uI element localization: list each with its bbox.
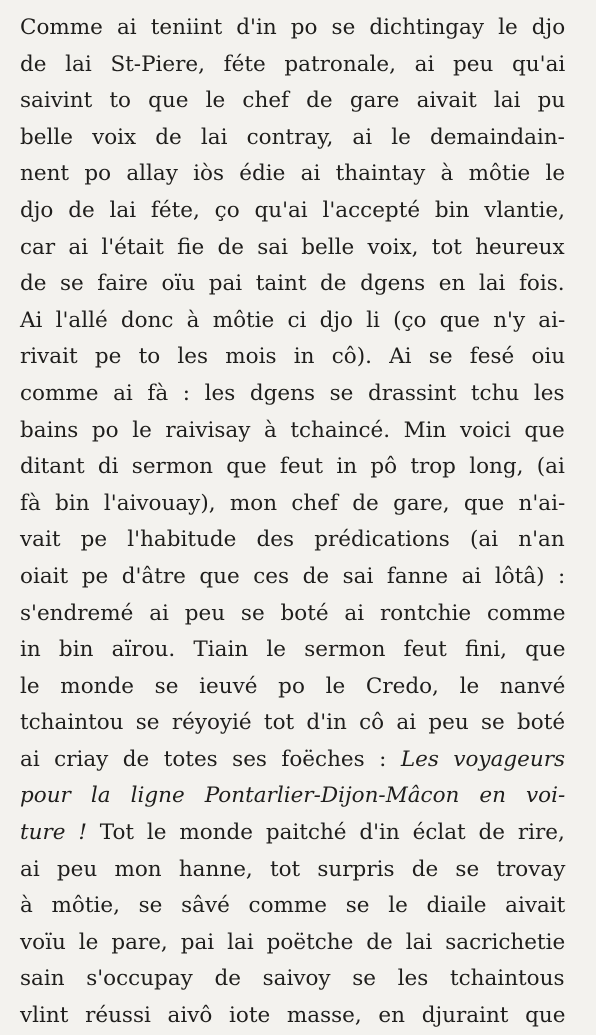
text-line: [20, 596, 565, 633]
text-line: [20, 961, 565, 998]
text-line: [20, 522, 565, 559]
text-segment: ai criay de totes ses foëches :: [20, 746, 401, 772]
text-segment: ditant di sermon que feut in pô trop long, (ai: [20, 454, 565, 480]
text-segment: voïu le pare, pai lai poëtche de lai sacrichetie: [20, 929, 566, 955]
text-line: [20, 888, 565, 925]
italic-text: Les voyageurs: [400, 746, 566, 772]
text-line: [20, 559, 565, 596]
text-segment: de lai St-Piere, féte patronale, ai peu qu'ai: [20, 51, 566, 77]
text-line: [20, 156, 565, 193]
text-line: [20, 47, 565, 84]
text-segment: bains po le raivisay à tchaincé. Min voici que: [20, 417, 565, 443]
text-line: [20, 83, 565, 120]
text-segment: tchaintou se réyoyié tot d'in cô ai peu se boté: [20, 710, 566, 736]
text-segment: Ai l'allé donc à môtie ci djo li (ço que n'y ai-: [20, 307, 566, 333]
text-line: [20, 10, 565, 47]
text-line: [20, 925, 565, 962]
text-segment: s'endremé ai peu se boté ai rontchie comme: [20, 600, 566, 626]
text-line: [20, 742, 565, 779]
text-segment: Tot le monde paitché d'in éclat de rire,: [86, 820, 565, 846]
text-segment: saivint to que le chef de gare aivait lai pu: [20, 88, 566, 114]
text-segment: Comme ai teniint d'in po se dichtingay le djo: [20, 15, 566, 40]
text-segment: djo de lai féte, ço qu'ai l'accepté bin vlantie,: [20, 197, 565, 223]
text-segment: fà bin l'aivouay), mon chef de gare, que n'ai-: [20, 490, 566, 516]
text-segment: le monde se ieuvé po le Credo, le nanvé: [20, 673, 566, 699]
text-line: [20, 486, 565, 523]
text-line: [20, 852, 565, 889]
italic-text: pour la ligne Pontarlier-Dijon-Mâcon en voi-: [20, 783, 566, 809]
text-line: [20, 449, 565, 486]
text-segment: belle voix de lai contray, ai le demaindain-: [20, 124, 565, 150]
text-segment: de se faire oïu pai taint de dgens en lai fois.: [20, 271, 565, 297]
text-line: [20, 230, 565, 267]
text-line: [20, 120, 565, 157]
text-segment: rivait pe to les mois in cô). Ai se fesé oiu: [20, 344, 566, 370]
text-segment: nent po allay iòs édie ai thaintay à môtie le: [20, 161, 566, 187]
text-line: [20, 998, 565, 1035]
text-line: [20, 778, 565, 815]
text-segment: sain s'occupay de saivoy se les tchaintous: [20, 966, 565, 992]
text-segment: comme ai fà : les dgens se drassint tchu les: [20, 380, 565, 406]
text-segment: vait pe l'habitude des prédications (ai n'an: [20, 527, 565, 553]
text-segment: vlint réussi aivô iote masse, en djuraint que: [20, 1003, 566, 1029]
body-text: [20, 10, 565, 1035]
text-line: [20, 303, 565, 340]
text-line: [20, 632, 565, 669]
text-segment: car ai l'était fie de sai belle voix, tot heureux: [20, 234, 565, 260]
text-line: [20, 193, 565, 230]
italic-text: ture !: [20, 820, 87, 846]
text-segment: oiait pe d'âtre que ces de sai fanne ai lôtâ) :: [20, 563, 566, 589]
text-segment: in bin aïrou. Tiain le sermon feut fini, que: [20, 637, 566, 663]
text-line: [20, 413, 565, 450]
text-line: [20, 815, 565, 852]
text-line: [20, 266, 565, 303]
text-line: [20, 376, 565, 413]
text-segment: à môtie, se sâvé comme se le diaile aivait: [20, 893, 566, 919]
text-segment: ai peu mon hanne, tot surpris de se trovay: [20, 856, 566, 882]
text-line: [20, 339, 565, 376]
text-line: [20, 705, 565, 742]
text-line: [20, 669, 565, 706]
